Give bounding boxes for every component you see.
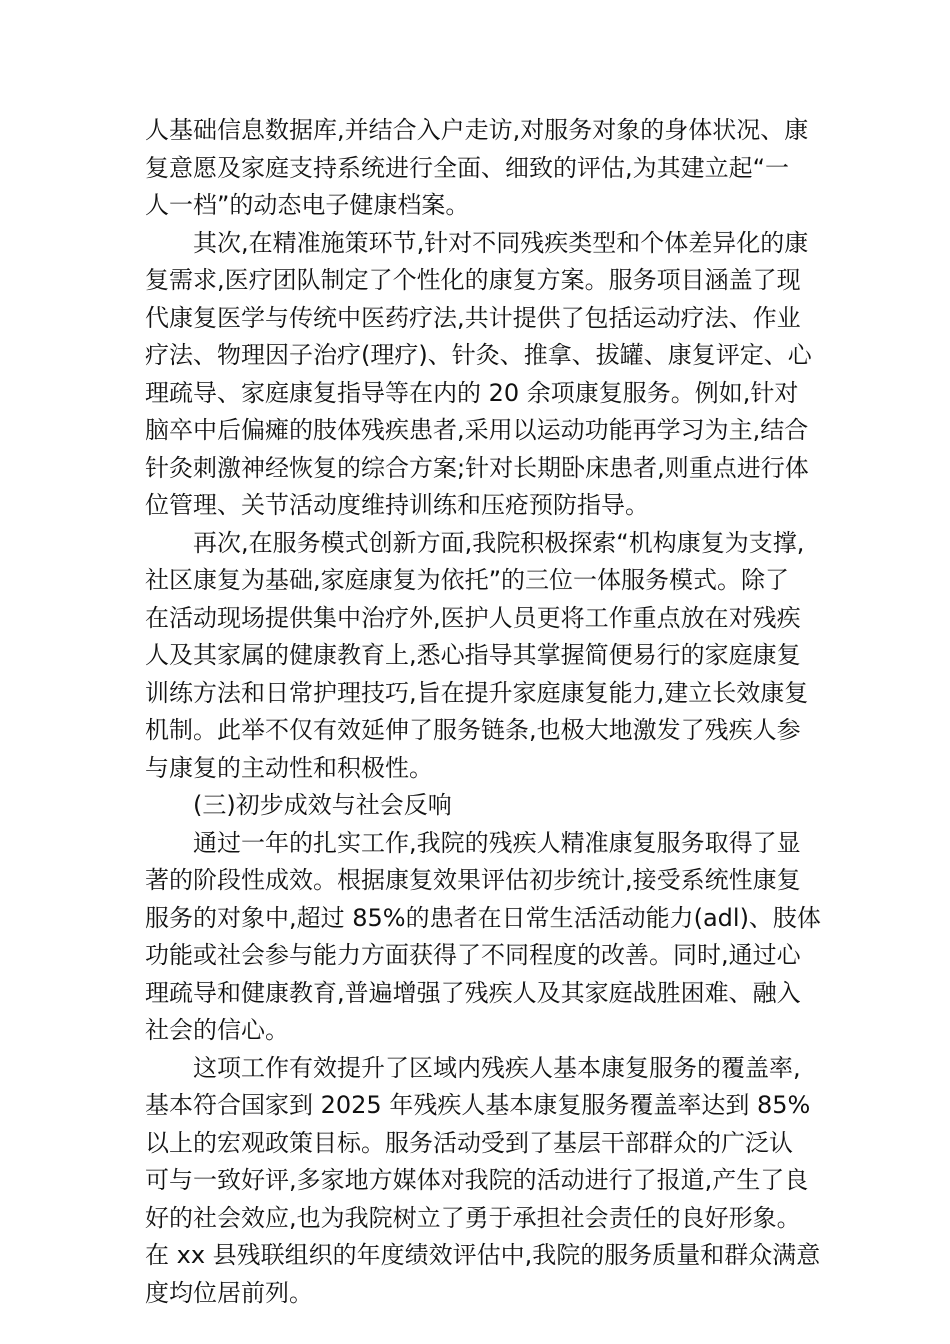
text-line: 这项工作有效提升了区域内残疾人基本康复服务的覆盖率, (193, 1053, 801, 1082)
text-line: 理疏导、家庭康复指导等在内的 20 余项康复服务。例如,针对 (145, 378, 799, 407)
text-line: 与康复的主动性和积极性。 (145, 753, 433, 782)
text-line: 机制。此举不仅有效延伸了服务链条,也极大地激发了残疾人参 (145, 716, 801, 744)
text-line: 脑卒中后偏瘫的肢体残疾患者,采用以运动功能再学习为主,结合 (145, 416, 809, 444)
text-line: 人一档”的动态电子健康档案。 (145, 191, 470, 219)
text-line: 训练方法和日常护理技巧,旨在提升家庭康复能力,建立长效康复 (145, 678, 809, 707)
text-line: 在 xx 县残联组织的年度绩效评估中,我院的服务质量和群众满意 (145, 1241, 821, 1269)
text-line: 可与一致好评,多家地方媒体对我院的活动进行了报道,产生了良 (145, 1166, 809, 1194)
text-line: 疗法、物理因子治疗(理疗)、针灸、推拿、拔罐、康复评定、心 (145, 341, 812, 369)
text-line: 人基础信息数据库,并结合入户走访,对服务对象的身体状况、康 (145, 116, 809, 144)
text-line: 度均位居前列。 (145, 1278, 313, 1307)
text-line: 针灸刺激神经恢复的综合方案;针对长期卧床患者,则重点进行体 (145, 453, 809, 482)
text-line: 基本符合国家到 2025 年残疾人基本康复服务覆盖率达到 85% (145, 1091, 811, 1119)
text-line: 复意愿及家庭支持系统进行全面、细致的评估,为其建立起“一 (145, 153, 790, 182)
text-line: 好的社会效应,也为我院树立了勇于承担社会责任的良好形象。 (145, 1203, 801, 1232)
document-body (145, 112, 821, 1312)
text-line: 在活动现场提供集中治疗外,医护人员更将工作重点放在对残疾 (145, 603, 801, 632)
text-line: 人及其家属的健康教育上,悉心指导其掌握简便易行的家庭康复 (145, 641, 801, 669)
text-line: 位管理、关节活动度维持训练和压疮预防指导。 (145, 491, 649, 519)
text-line: 以上的宏观政策目标。服务活动受到了基层干部群众的广泛认 (145, 1128, 793, 1157)
text-line: 通过一年的扎实工作,我院的残疾人精准康复服务取得了显 (193, 828, 801, 857)
text-line: 社区康复为基础,家庭康复为依托”的三位一体服务模式。除了 (145, 566, 790, 594)
text-line: 社会的信心。 (145, 1016, 289, 1044)
text-line: 服务的对象中,超过 85%的患者在日常生活活动能力(adl)、肢体 (145, 903, 821, 932)
text-line: 功能或社会参与能力方面获得了不同程度的改善。同时,通过心 (145, 941, 801, 969)
text-line: 再次,在服务模式创新方面,我院积极探索“机构康复为支撑, (193, 528, 805, 557)
text-line: (三)初步成效与社会反响 (193, 791, 452, 819)
text-line: 理疏导和健康教育,普遍增强了残疾人及其家庭战胜困难、融入 (145, 978, 801, 1007)
text-line: 著的阶段性成效。根据康复效果评估初步统计,接受系统性康复 (145, 866, 801, 894)
text-line: 代康复医学与传统中医药疗法,共计提供了包括运动疗法、作业 (145, 303, 801, 332)
text-line: 其次,在精准施策环节,针对不同残疾类型和个体差异化的康 (193, 228, 809, 257)
text-line: 复需求,医疗团队制定了个性化的康复方案。服务项目涵盖了现 (145, 266, 801, 294)
